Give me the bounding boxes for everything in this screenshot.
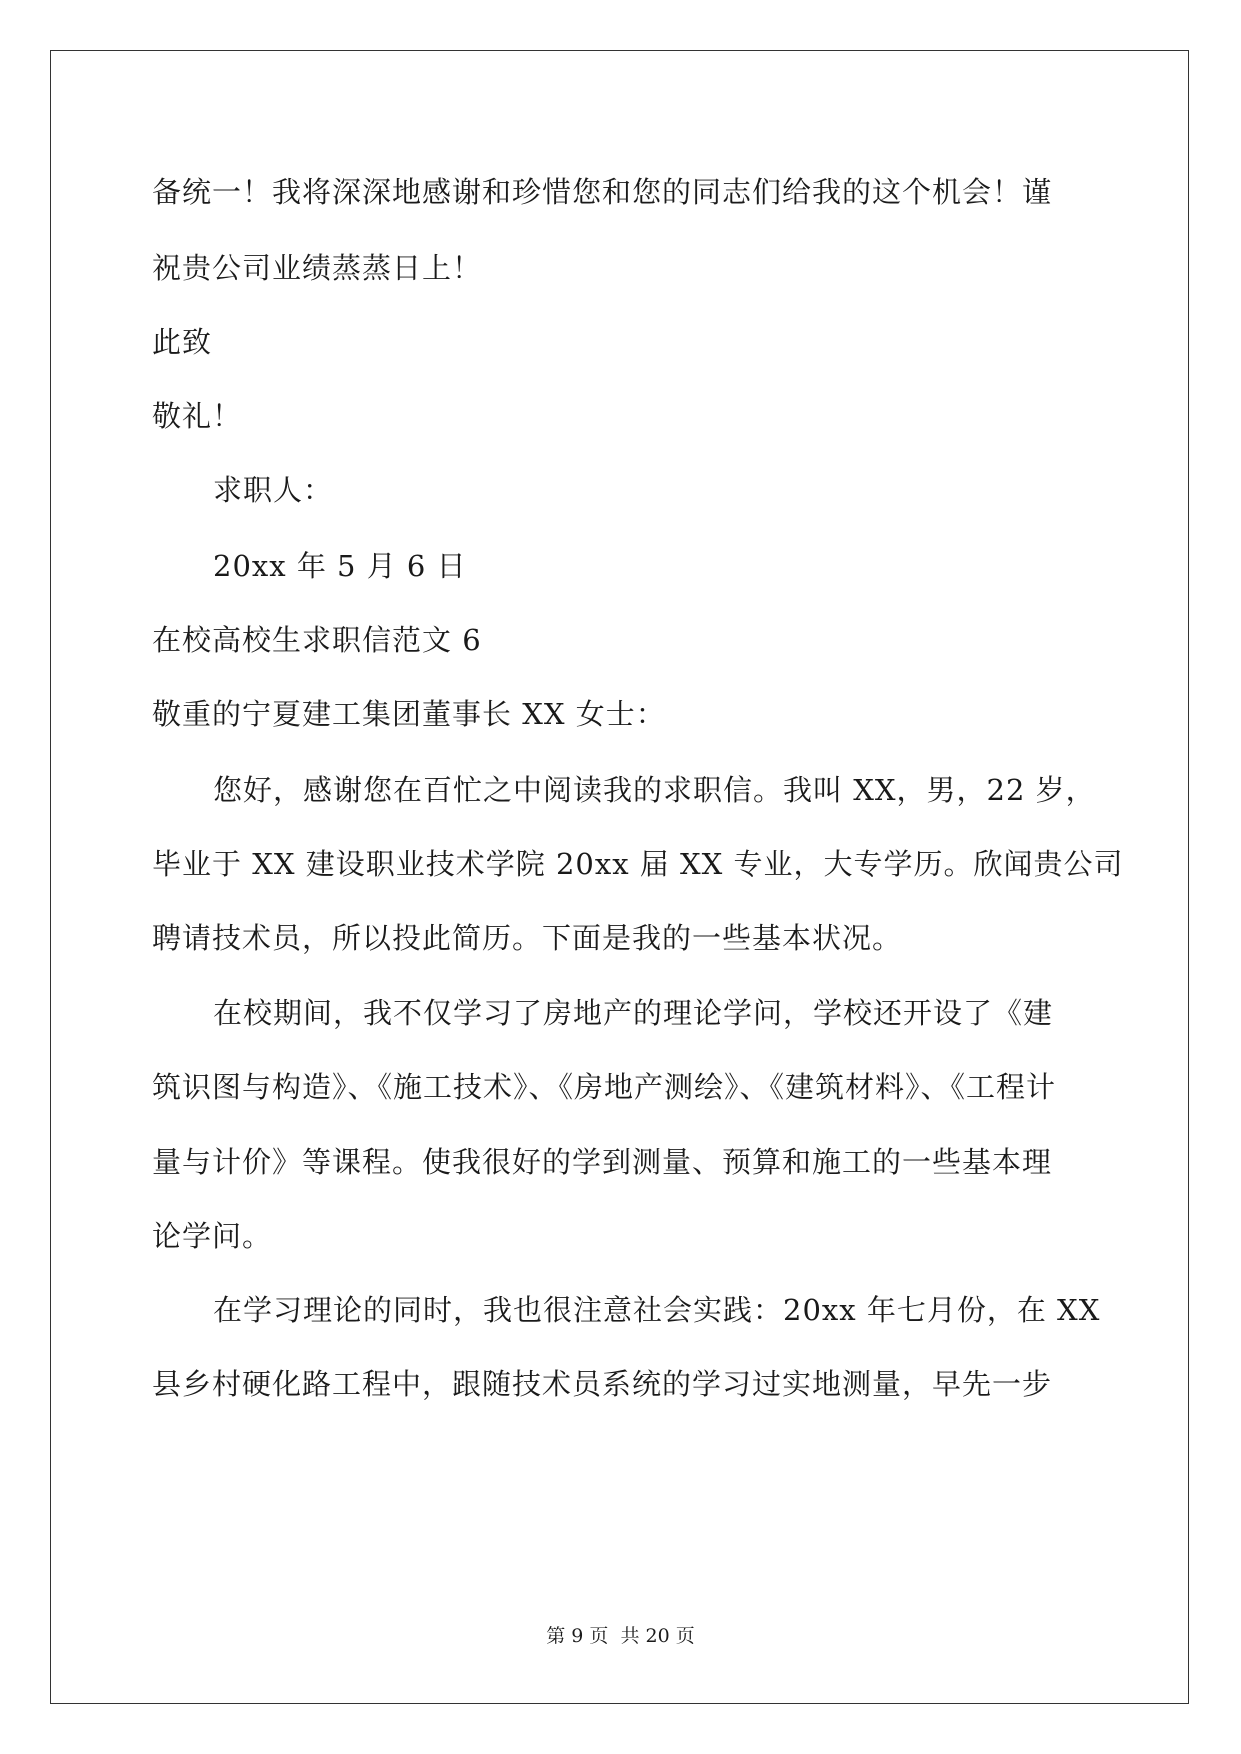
body-line: 县乡村硬化路工程中，跟随技术员系统的学习过实地测量，早先一步 bbox=[152, 1367, 1053, 1401]
body-line: 祝贵公司业绩蒸蒸日上！ bbox=[152, 251, 483, 285]
signature-label: 求职人： bbox=[213, 473, 334, 507]
body-line: 在校期间，我不仅学习了房地产的理论学问，学校还开设了《建 bbox=[213, 996, 1054, 1030]
body-line: 论学问。 bbox=[152, 1219, 273, 1253]
body-line: 您好，感谢您在百忙之中阅读我的求职信。我叫 XX，男，22 岁， bbox=[213, 773, 1096, 807]
body-line: 量与计价》等课程。使我很好的学到测量、预算和施工的一些基本理 bbox=[152, 1145, 1053, 1179]
page-total: 共 20 页 bbox=[620, 1625, 695, 1647]
body-line: 备统一！我将深深地感谢和珍惜您和您的同志们给我的这个机会！谨 bbox=[152, 175, 1053, 209]
section-title: 在校高校生求职信范文 6 bbox=[152, 623, 482, 657]
greeting-line: 敬重的宁夏建工集团董事长 XX 女士： bbox=[152, 697, 666, 731]
body-line: 筑识图与构造》、《施工技术》、《房地产测绘》、《建筑材料》、《工程计 bbox=[152, 1070, 1057, 1104]
page-number: 第 9 页 bbox=[546, 1625, 609, 1647]
body-line: 毕业于 XX 建设职业技术学院 20xx 届 XX 专业，大专学历。欣闻贵公司 bbox=[152, 847, 1124, 881]
page-footer bbox=[0, 1624, 1241, 1648]
closing-regards: 敬礼！ bbox=[152, 399, 243, 433]
closing-salutation: 此致 bbox=[152, 325, 213, 359]
body-line: 聘请技术员，所以投此简历。下面是我的一些基本状况。 bbox=[152, 921, 903, 955]
body-line: 在学习理论的同时，我也很注意社会实践：20xx 年七月份，在 XX bbox=[213, 1293, 1101, 1327]
letter-date: 20xx 年 5 月 6 日 bbox=[213, 549, 467, 583]
